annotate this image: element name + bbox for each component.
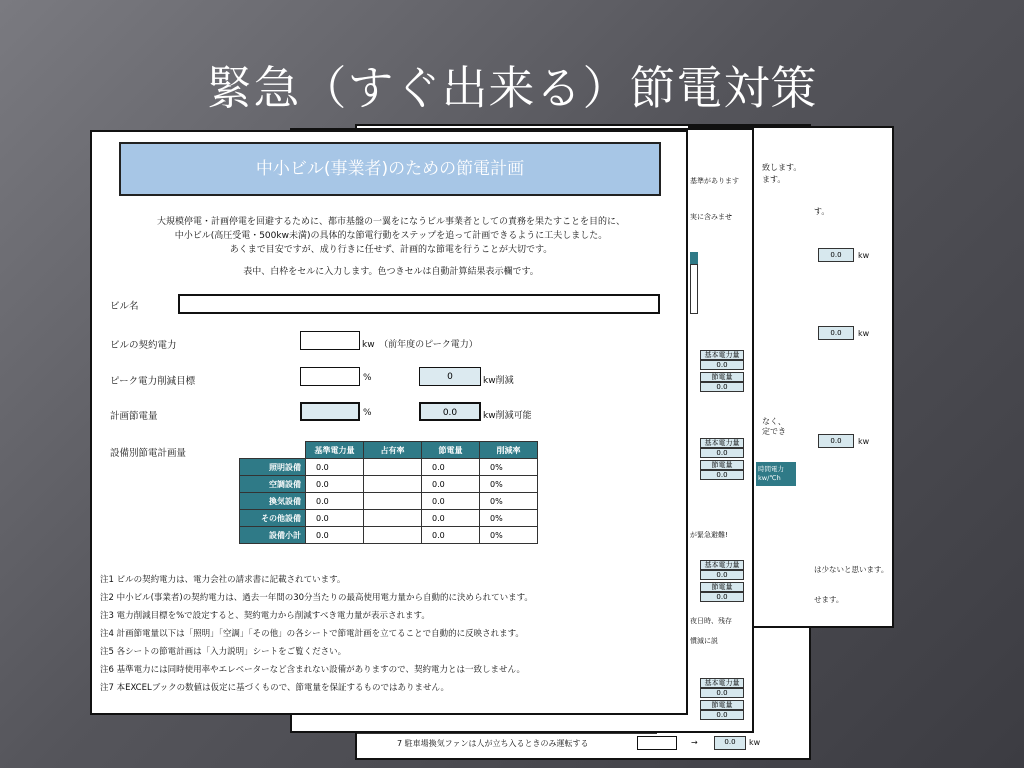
equipment-plan-label: 設備別節電計画量 — [110, 448, 187, 459]
intro-line-2: 中小ビル(高圧受電・500kw未満)の具体的な節電行動をステップを追って計画できるように工夫しました。 — [174, 231, 608, 241]
sheet3-arrow: → — [691, 738, 698, 747]
sheet1-text: 夜日時、残存 — [690, 617, 732, 625]
share-cell — [364, 527, 422, 544]
sheet1-cell: 節電量 — [700, 582, 744, 592]
sheet1-cell: 0.0 — [700, 688, 744, 698]
note-6: 注6 基準電力には同時使用率やエレベーターなど含まれない設備がありますので、契約電力とは一致しません。 — [100, 665, 525, 675]
row-header: その他設備 — [240, 510, 306, 527]
planned-saving-label: 計画節電量 — [110, 411, 158, 422]
sheet1-cell: 節電量 — [700, 372, 744, 382]
sheet1-cell: 0.0 — [700, 570, 744, 580]
intro-line-1: 大規模停電・計画停電を回避するために、都市基盤の一翼をになうビル事業者としての責務を果たすことを目的に、 — [156, 217, 625, 227]
table-header-row — [240, 442, 538, 459]
building-name-label: ビル名 — [110, 301, 139, 312]
share-cell — [364, 476, 422, 493]
sheet1-cell: 0.0 — [700, 592, 744, 602]
table-row — [240, 476, 538, 493]
intro-line-3: あくまで目安ですが、成り行きに任せず、計画的な節電を行うことが大切です。 — [229, 245, 553, 255]
sheet2-text: ます。 — [762, 175, 786, 184]
planned-saving-value — [300, 402, 360, 421]
column-header: 占有率 — [364, 442, 422, 459]
sheet1-cell: 節電量 — [700, 700, 744, 710]
sheet2-value: 0.0 — [818, 434, 854, 448]
planned-result-unit: kw削減可能 — [483, 411, 532, 421]
peak-result: 0 — [419, 367, 481, 386]
sheet1-cell: 0.0 — [700, 382, 744, 392]
sheet3-value: 0.0 — [714, 736, 746, 750]
table-row — [240, 493, 538, 510]
sheet1-text: 基準があります — [690, 177, 739, 185]
sheet1-cell: 0.0 — [700, 360, 744, 370]
table-corner — [240, 442, 306, 459]
sheet2-value: 0.0 — [818, 326, 854, 340]
sheet3-bottom-text: 7 駐車場換気ファンは人が立ち入るときのみ運転する — [397, 739, 589, 748]
sheet1-text: 時間電力 — [758, 465, 784, 473]
saving-cell: 0.0 — [422, 459, 480, 476]
base-cell: 0.0 — [306, 476, 364, 493]
saving-cell: 0.0 — [422, 527, 480, 544]
equipment-table — [239, 441, 538, 544]
sheet1-text: 慣減に説 — [690, 637, 718, 645]
peak-target-unit: % — [363, 373, 372, 383]
instruction-text: 表中、白枠をセルに入力します。色つきセルは自動計算結果表示欄です。 — [243, 267, 539, 277]
sheet1-cell: 0.0 — [700, 470, 744, 480]
row-header: 空調設備 — [240, 476, 306, 493]
share-cell — [364, 493, 422, 510]
base-cell: 0.0 — [306, 510, 364, 527]
share-cell — [364, 510, 422, 527]
column-header: 基準電力量 — [306, 442, 364, 459]
note-5: 注5 各シートの節電計画は「入力説明」シートをご覧ください。 — [100, 647, 347, 657]
column-header: 節電量 — [422, 442, 480, 459]
rate-cell: 0% — [480, 476, 538, 493]
row-header: 設備小計 — [240, 527, 306, 544]
sheet1-cell: 基本電力量 — [700, 438, 744, 448]
note-1: 注1 ビルの契約電力は、電力会社の請求書に記載されています。 — [100, 575, 346, 585]
planned-result: 0.0 — [419, 402, 481, 421]
row-header: 照明設備 — [240, 459, 306, 476]
rate-cell: 0% — [480, 493, 538, 510]
table-row — [240, 527, 538, 544]
saving-cell: 0.0 — [422, 510, 480, 527]
sheet1-cell: 基本電力量 — [700, 350, 744, 360]
rate-cell: 0% — [480, 510, 538, 527]
table-row — [240, 459, 538, 476]
base-cell: 0.0 — [306, 527, 364, 544]
sheet1-cell: 0.0 — [700, 448, 744, 458]
sheet3-input[interactable] — [637, 736, 677, 750]
peak-target-input[interactable] — [300, 367, 360, 386]
front-sheet — [90, 130, 688, 715]
sheet1-cell: 基本電力量 — [700, 678, 744, 688]
sheet2-value: 0.0 — [818, 248, 854, 262]
row-header: 換気設備 — [240, 493, 306, 510]
note-3: 注3 電力削減目標を%で設定すると、契約電力から削減すべき電力量が表示されます。 — [100, 611, 430, 621]
sheet1-teal-cell — [690, 252, 698, 264]
column-header: 削減率 — [480, 442, 538, 459]
sheet2-text: す。 — [814, 207, 830, 216]
saving-cell: 0.0 — [422, 493, 480, 510]
sheet1-text: 実に含みませ — [690, 213, 732, 221]
planned-saving-unit: % — [363, 408, 372, 418]
sheet2-text: なく、 — [762, 417, 786, 426]
note-4: 注4 計画節電量以下は「照明」「空調」「その他」の各シートで節電計画を立てることで自動的に反映されます。 — [100, 629, 524, 639]
sheet2-unit: kw — [858, 437, 870, 446]
base-cell: 0.0 — [306, 459, 364, 476]
building-name-input[interactable] — [178, 294, 660, 314]
contract-power-unit: kw （前年度のピーク電力） — [362, 340, 478, 350]
table-row — [240, 510, 538, 527]
contract-power-input[interactable] — [300, 331, 360, 350]
sheet2-unit: kw — [858, 251, 870, 260]
sheet1-text: kw/℃h — [758, 474, 781, 482]
sheet1-cell: 0.0 — [700, 710, 744, 720]
base-cell: 0.0 — [306, 493, 364, 510]
sheet2-unit: kw — [858, 329, 870, 338]
sheet-header: 中小ビル(事業者)のための節電計画 — [119, 142, 661, 196]
share-cell — [364, 459, 422, 476]
note-7: 注7 本EXCELブックの数値は仮定に基づくもので、節電量を保証するものではありません。 — [100, 683, 449, 693]
sheet2-text: は少ないと思います。 — [814, 565, 889, 574]
rate-cell: 0% — [480, 459, 538, 476]
sheet1-text: が緊急避難! — [690, 531, 728, 539]
peak-target-label: ピーク電力削減目標 — [110, 376, 196, 387]
sheet1-cell: 基本電力量 — [700, 560, 744, 570]
rate-cell: 0% — [480, 527, 538, 544]
sheet2-text: せます。 — [814, 595, 844, 604]
sheet2-text: 定でき — [762, 427, 786, 436]
peak-result-unit: kw削減 — [483, 376, 514, 386]
note-2: 注2 中小ビル(事業者)の契約電力は、過去一年間の30分当たりの最高使用電力量から自動的に決められています。 — [100, 593, 533, 603]
slide-title: 緊急（すぐ出来る）節電対策 — [206, 61, 818, 115]
sheet2-text: 致します。 — [762, 163, 802, 172]
contract-power-label: ビルの契約電力 — [110, 340, 177, 351]
saving-cell: 0.0 — [422, 476, 480, 493]
sheet3-unit: kw — [749, 738, 761, 747]
sheet1-grid — [690, 264, 698, 314]
sheet1-cell: 節電量 — [700, 460, 744, 470]
